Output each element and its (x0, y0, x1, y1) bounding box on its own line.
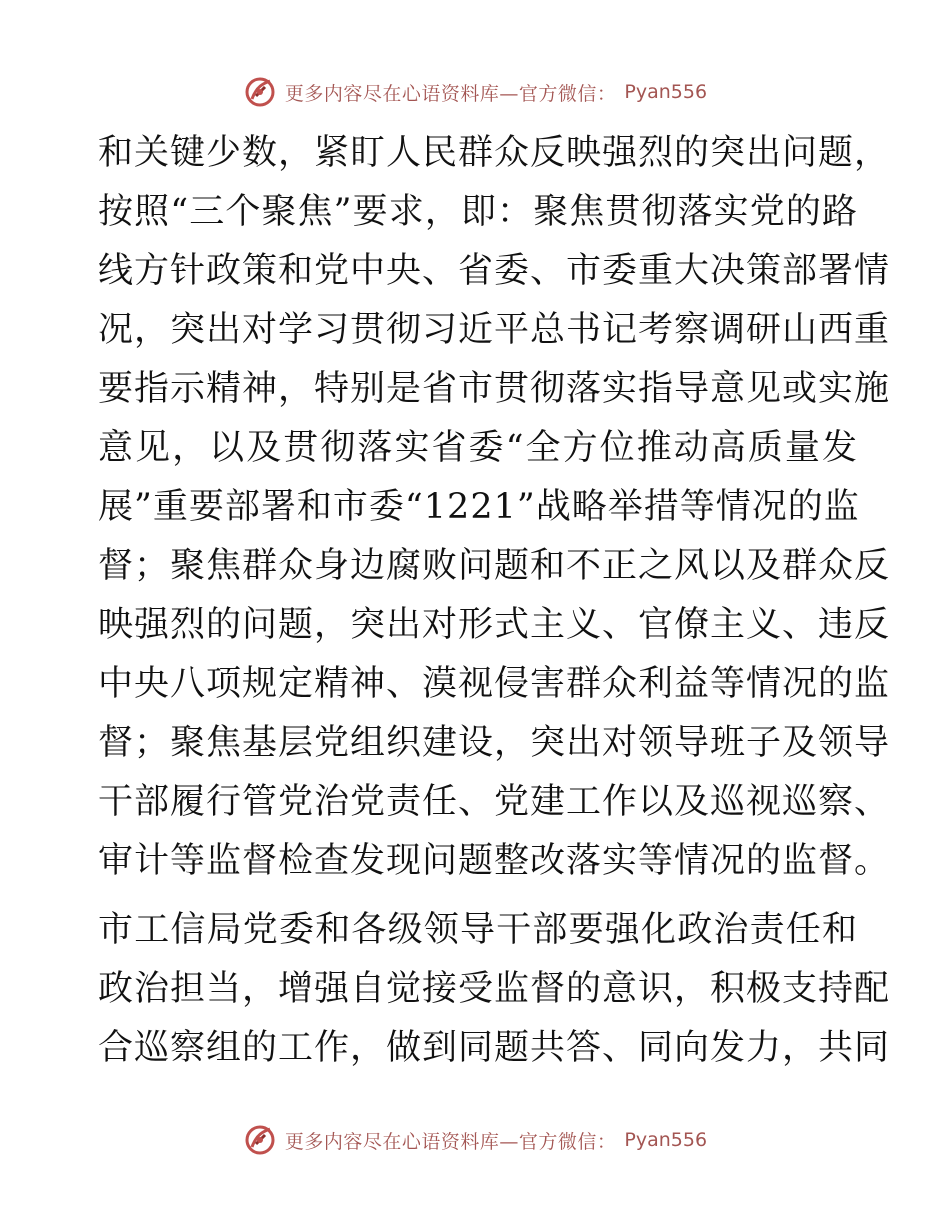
watermark-contact: Pyan556 (624, 1129, 708, 1151)
paragraph (98, 124, 891, 891)
footer-watermark (0, 1120, 950, 1160)
pen-swirl-logo-icon (243, 75, 277, 109)
pen-swirl-logo-icon (243, 1123, 277, 1157)
header-watermark (0, 72, 950, 112)
text-line: 和关键少数，紧盯人民群众反映强烈的突出问题， (98, 133, 891, 173)
text-line: 市工信局党委和各级领导干部要强化政治责任和 (98, 910, 858, 950)
text-line: 督；聚焦群众身边腐败问题和不正之风以及群众反 (98, 546, 891, 586)
text-line: 要指示精神，特别是省市贯彻落实指导意见或实施 (98, 369, 891, 409)
text-line: 况，突出对学习贯彻习近平总书记考察调研山西重 (98, 310, 891, 350)
text-line: 线方针政策和党中央、省委、市委重大决策部署情 (98, 251, 891, 291)
text-line: 政治担当，增强自觉接受监督的意识，积极支持配 (98, 969, 891, 1009)
paragraph-gap (98, 891, 858, 901)
text-line: 意见，以及贯彻落实省委“全方位推动高质量发 (98, 428, 858, 468)
text-line: 审计等监督检查发现问题整改落实等情况的监督。 (98, 841, 891, 881)
document-body (98, 124, 891, 1078)
watermark-contact: Pyan556 (624, 81, 708, 103)
text-line: 按照“三个聚焦”要求，即：聚焦贯彻落实党的路 (98, 192, 858, 232)
text-line: 中央八项规定精神、漠视侵害群众利益等情况的监 (98, 664, 891, 704)
text-line: 合巡察组的工作，做到同题共答、同向发力，共同 (98, 1028, 891, 1068)
text-line: 映强烈的问题，突出对形式主义、官僚主义、违反 (98, 605, 891, 645)
text-line: 干部履行管党治党责任、党建工作以及巡视巡察、 (98, 782, 891, 822)
text-line: 展”重要部署和市委“1221”战略举措等情况的监 (98, 487, 860, 527)
watermark-text: 更多内容尽在心语资料库—官方微信： (284, 1130, 617, 1153)
watermark-text: 更多内容尽在心语资料库—官方微信： (284, 82, 617, 105)
text-line: 督；聚焦基层党组织建设，突出对领导班子及领导 (98, 723, 891, 763)
paragraph (98, 901, 891, 1078)
